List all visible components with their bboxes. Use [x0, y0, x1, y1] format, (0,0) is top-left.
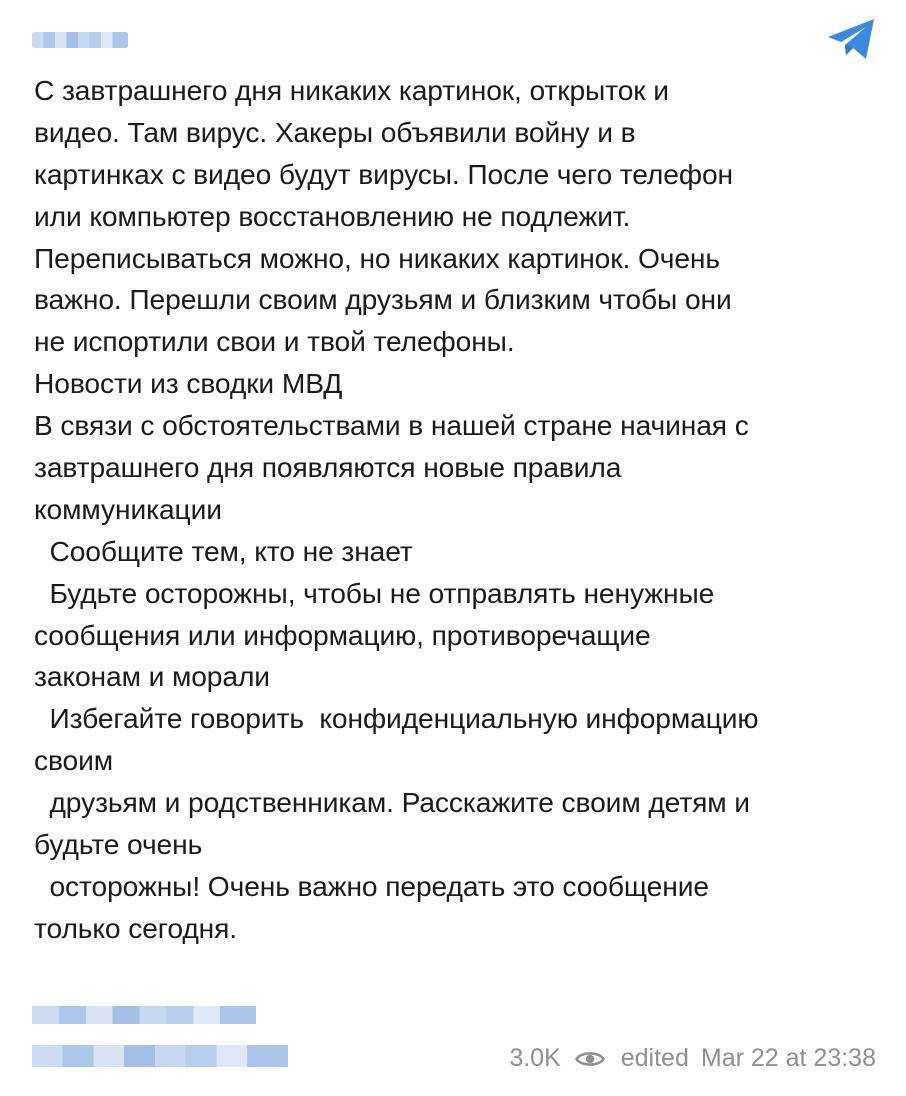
- message-line: Будьте осторожны, чтобы не отправлять ненужные: [34, 576, 715, 609]
- message-line: не испортили свои и твой телефоны.: [34, 325, 515, 358]
- message-line: только сегодня.: [34, 911, 238, 944]
- message-line: Избегайте говорить конфиденциальную информацию: [34, 702, 759, 735]
- message-line: осторожны! Очень важно передать это сообщение: [34, 869, 709, 902]
- channel-name-pixelated[interactable]: [32, 32, 128, 48]
- message-line: Сообщите тем, кто не знает: [34, 534, 413, 567]
- message-line: С завтрашнего дня никаких картинок, открыток и: [34, 74, 669, 106]
- post-meta: [509, 1044, 876, 1073]
- message-line: коммуникации: [34, 492, 222, 525]
- message-line: Переписываться можно, но никаких картинок. Очень: [34, 241, 720, 274]
- message-text: [34, 70, 884, 950]
- message-line: Новости из сводки МВД: [34, 367, 343, 400]
- message-line: законам и морали: [34, 660, 270, 693]
- view-count: 3.0K: [509, 1044, 561, 1072]
- message-line: будьте очень: [34, 828, 203, 861]
- footer-signature-pixelated[interactable]: [32, 1045, 288, 1067]
- message-line: сообщения или информацию, противоречащие: [34, 618, 651, 651]
- timestamp[interactable]: Mar 22 at 23:38: [700, 1044, 876, 1072]
- eye-icon: [575, 1049, 605, 1069]
- telegram-plane-icon[interactable]: [826, 17, 878, 61]
- message-line: видео. Там вирус. Хакеры объявили войну и в: [34, 115, 636, 148]
- message-line: своим: [34, 744, 114, 777]
- edited-label: edited: [620, 1044, 689, 1072]
- message-line: важно. Перешли своим друзьям и близким чтобы они: [34, 283, 732, 316]
- message-line: картинках с видео будут вирусы. После чего телефон: [34, 157, 733, 190]
- footer-link-pixelated[interactable]: [32, 1006, 256, 1024]
- message-line: или компьютер восстановлению не подлежит.: [34, 199, 631, 232]
- message-line: друзьям и родственникам. Расскажите своим детям и: [34, 786, 750, 819]
- message-line: завтрашнего дня появляются новые правила: [34, 451, 622, 484]
- message-line: В связи с обстоятельствами в нашей стране начиная с: [34, 409, 749, 442]
